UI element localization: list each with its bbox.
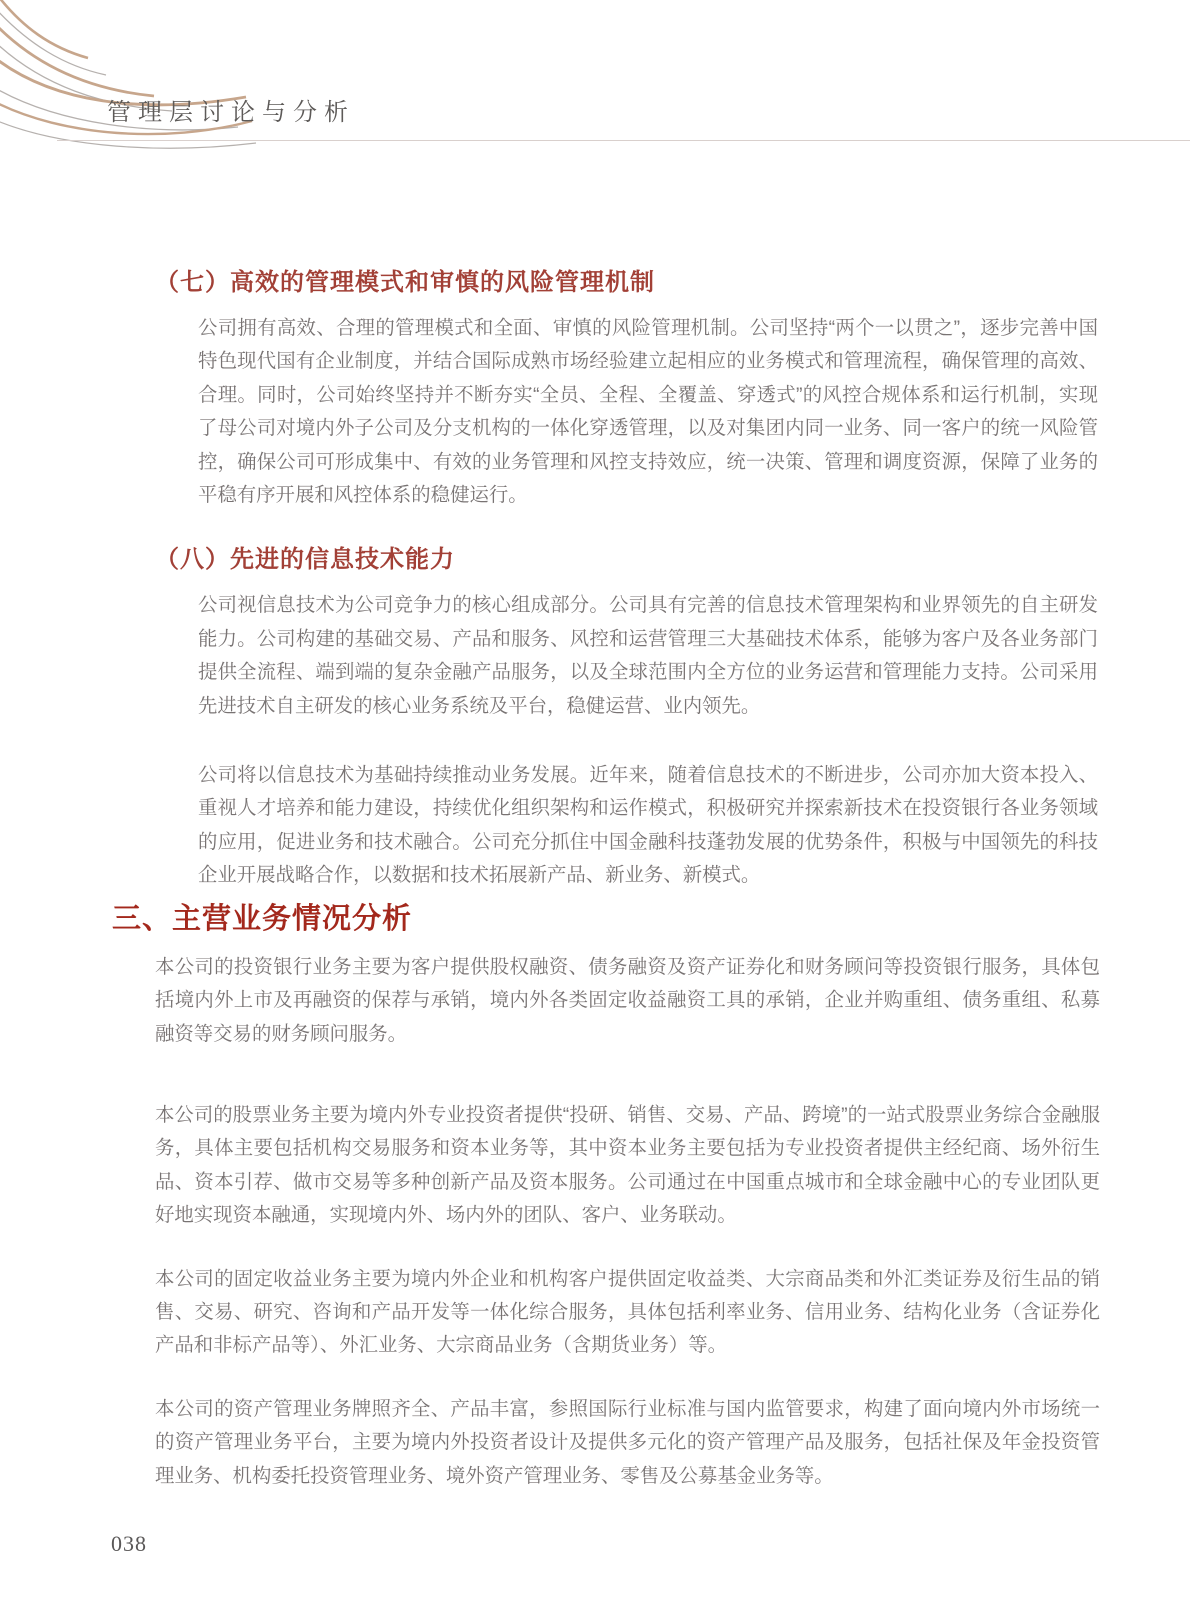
section-8-paragraph-1: 公司视信息技术为公司竞争力的核心组成部分。公司具有完善的信息技术管理架构和业界领先的自主研发能力。公司构建的基础交易、产品和服务、风控和运营管理三大基础技术体系，能够为客户及各业务部门提供全流程、端到端的复杂金融产品服务，以及全球范围内全方位的业务运营和管理能力支持。公司采用先进技术自主研发的核心业务系统及平台，稳健运营、业内领先。	[198, 594, 1098, 717]
section-3-paragraph-3: 本公司的固定收益业务主要为境内外企业和机构客户提供固定收益类、大宗商品类和外汇类证券及衍生品的销售、交易、研究、咨询和产品开发等一体化综合服务，具体包括利率业务、信用业务、结构化业务（含证券化产品和非标产品等）、外汇业务、大宗商品业务（含期货业务）等。	[155, 1267, 1100, 1357]
section-3-heading: 三、主营业务情况分析	[112, 902, 413, 935]
section-3-paragraph-1: 本公司的投资银行业务主要为客户提供股权融资、债务融资及资产证券化和财务顾问等投资银行服务，具体包括境内外上市及再融资的保荐与承销，境内外各类固定收益融资工具的承销，企业并购重组、债务重组、私募融资等交易的财务顾问服务。	[155, 955, 1100, 1045]
section-7-paragraph-1: 公司拥有高效、合理的管理模式和全面、审慎的风险管理机制。公司坚持“两个一以贯之”，逐步完善中国特色现代国有企业制度，并结合国际成熟市场经验建立起相应的业务模式和管理流程，确保管理的高效、合理。同时，公司始终坚持并不断夯实“全员、全程、全覆盖、穿透式”的风控合规体系和运行机制，实现了母公司对境内外子公司及分支机构的一体化穿透管理，以及对集团内同一业务、同一客户的统一风险管控，确保公司可形成集中、有效的业务管理和风控支持效应，统一决策、管理和调度资源，保障了业务的平稳有序开展和风控体系的稳健运行。	[198, 317, 1098, 507]
decorative-arcs-graphic	[0, 0, 262, 170]
page-header-title: 管理层讨论与分析	[107, 100, 355, 126]
page-header	[0, 0, 1190, 141]
content-area	[0, 141, 1190, 1493]
section-8-heading: （八）先进的信息技术能力	[155, 546, 455, 574]
section-3-paragraph-2: 本公司的股票业务主要为境内外专业投资者提供“投研、销售、交易、产品、跨境”的一站式股票业务综合金融服务，具体主要包括机构交易服务和资本业务等，其中资本业务主要包括为专业投资者提供主经纪商、场外衍生品、资本引荐、做市交易等多种创新产品及资本服务。公司通过在中国重点城市和全球金融中心的专业团队更好地实现资本融通，实现境内外、场内外的团队、客户、业务联动。	[155, 1103, 1100, 1227]
section-7-heading: （七）高效的管理模式和审慎的风险管理机制	[155, 269, 655, 296]
section-8	[0, 545, 1190, 892]
section-3-paragraph-4: 本公司的资产管理业务牌照齐全、产品丰富，参照国际行业标准与国内监管要求，构建了面向境内外市场统一的资产管理业务平台，主要为境内外投资者设计及提供多元化的资产管理产品及服务，包括社保及年金投资管理业务、机构委托投资管理业务、境外资产管理业务、零售及公募基金业务等。	[155, 1397, 1100, 1487]
page-number: 038	[111, 1531, 147, 1556]
section-3-main-business	[0, 901, 1190, 1493]
section-7	[0, 268, 1190, 512]
section-8-paragraph-2: 公司将以信息技术为基础持续推动业务发展。近年来，随着信息技术的不断进步，公司亦加大资本投入、重视人才培养和能力建设，持续优化组织架构和运作模式，积极研究并探索新技术在投资银行各业务领域的应用，促进业务和技术融合。公司充分抓住中国金融科技蓬勃发展的优势条件，积极与中国领先的科技企业开展战略合作，以数据和技术拓展新产品、新业务、新模式。	[198, 764, 1098, 887]
header-divider-line	[57, 140, 1190, 141]
